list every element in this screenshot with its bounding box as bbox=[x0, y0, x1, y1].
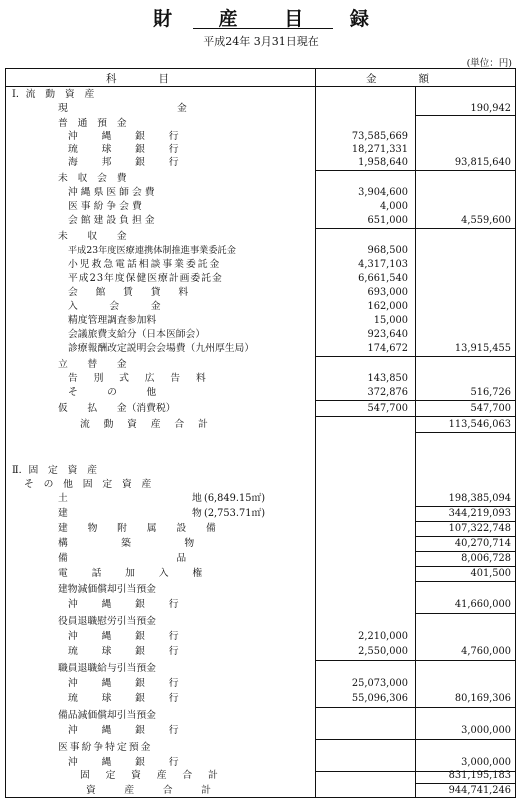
row-label: そ の 他 固 定 資 産 bbox=[24, 479, 152, 490]
table-row bbox=[6, 645, 515, 658]
row-total: 198,385,094 bbox=[448, 493, 511, 504]
row-amount: 4,000 bbox=[379, 201, 408, 212]
table-row bbox=[6, 372, 515, 385]
rule bbox=[315, 660, 515, 661]
row-label: 会館建設負担金 bbox=[68, 215, 158, 226]
row-label: 会 館 賃 貸 料 bbox=[68, 287, 193, 298]
table-row bbox=[6, 507, 515, 520]
row-amount: 4,317,103 bbox=[358, 259, 408, 270]
row-label: 普 通 預 金 bbox=[58, 118, 127, 129]
row-label: 沖 縄 銀 行 bbox=[68, 678, 186, 689]
row-label: 土 bbox=[58, 493, 68, 504]
header-amount: 金 額 bbox=[366, 73, 429, 85]
row-label: 平成23年度保健医療計画委託金 bbox=[68, 273, 223, 284]
table-row bbox=[6, 386, 515, 399]
row-label: 入 会 金 bbox=[68, 301, 165, 312]
row-total: 3,000,000 bbox=[461, 725, 511, 736]
area-note: (6,849.15㎡) bbox=[204, 493, 266, 504]
table-row bbox=[6, 492, 515, 505]
row-label: 琉 球 銀 行 bbox=[68, 646, 186, 657]
table-row bbox=[6, 724, 515, 737]
table-row bbox=[6, 756, 515, 769]
table-row bbox=[6, 230, 515, 243]
report-date: 平成24年 3月31日現在 bbox=[203, 35, 319, 48]
table-row bbox=[6, 143, 515, 156]
table-row bbox=[6, 117, 515, 130]
table-row bbox=[6, 583, 515, 596]
row-amount: 2,550,000 bbox=[358, 646, 408, 657]
subtotal-amount: 113,546,063 bbox=[448, 419, 511, 430]
header-item: 科 目 bbox=[106, 73, 169, 85]
asset-inventory-table bbox=[5, 68, 516, 798]
grand-total-label: 資 産 合 計 bbox=[86, 785, 214, 796]
table-row bbox=[6, 537, 515, 550]
rule bbox=[315, 739, 515, 740]
table-row bbox=[6, 709, 515, 722]
row-amount: 693,000 bbox=[367, 287, 408, 298]
row-label: そ の 他 bbox=[68, 387, 157, 398]
table-row bbox=[6, 200, 515, 213]
row-amount: 143,850 bbox=[367, 373, 408, 384]
row-label: 琉 球 銀 行 bbox=[68, 144, 186, 155]
row-label: 職員退職給与引当預金 bbox=[58, 663, 156, 674]
table-row bbox=[6, 769, 515, 782]
table-row bbox=[6, 478, 515, 491]
row-label: 建物減価償却引当預金 bbox=[58, 584, 156, 595]
table-row bbox=[6, 692, 515, 705]
row-label: 立 替 金 bbox=[58, 359, 127, 370]
row-label: 平成23年度医療連携体制推進事業委託金 bbox=[68, 245, 236, 256]
table-row bbox=[6, 662, 515, 675]
area-note: (2,753.71㎡) bbox=[204, 508, 266, 519]
row-label: 建 物 附 属 設 備 bbox=[58, 523, 221, 534]
row-total: 344,219,093 bbox=[448, 508, 511, 519]
table-row bbox=[6, 102, 515, 115]
table-row bbox=[6, 741, 515, 754]
row-amount: 162,000 bbox=[367, 301, 408, 312]
row-total: 13,915,455 bbox=[454, 343, 511, 354]
rule bbox=[315, 356, 515, 357]
table-row bbox=[6, 358, 515, 371]
table-row bbox=[6, 286, 515, 299]
row-total: 40,270,714 bbox=[454, 538, 511, 549]
table-row bbox=[6, 402, 515, 415]
row-label: 海 邦 銀 行 bbox=[68, 157, 186, 168]
row-label: 構 築 物 bbox=[58, 538, 201, 549]
table-row bbox=[6, 598, 515, 611]
row-amount: 372,876 bbox=[367, 387, 408, 398]
table-row bbox=[6, 300, 515, 313]
row-label: 診療報酬改定説明会会場費（九州厚生局） bbox=[68, 343, 255, 354]
row-label-suffix: 地 bbox=[192, 493, 202, 504]
table-row bbox=[6, 464, 515, 477]
row-total: 107,322,748 bbox=[448, 523, 511, 534]
row-total: 41,660,000 bbox=[454, 599, 511, 610]
row-total: 4,559,600 bbox=[461, 215, 511, 226]
row-label: 備品減価償却引当預金 bbox=[58, 710, 156, 721]
table-header bbox=[6, 69, 515, 87]
row-total: 516,726 bbox=[470, 387, 511, 398]
table-row bbox=[6, 630, 515, 643]
page-title: 財 産 目 録 bbox=[153, 8, 389, 30]
table-row bbox=[6, 552, 515, 565]
table-row bbox=[6, 314, 515, 327]
grand-total-amount: 944,741,246 bbox=[448, 785, 511, 796]
row-label: 役員退職慰労引当預金 bbox=[58, 616, 156, 627]
rule bbox=[315, 707, 515, 708]
subtotal-amount: 831,195,183 bbox=[448, 770, 511, 781]
table-row bbox=[6, 784, 515, 797]
row-label: 沖 縄 銀 行 bbox=[68, 599, 186, 610]
row-label: 医事紛争会費 bbox=[68, 201, 145, 212]
row-total: 8,006,728 bbox=[461, 553, 511, 564]
row-label: 沖 縄 銀 行 bbox=[68, 131, 186, 142]
row-label-suffix: 物 bbox=[192, 508, 202, 519]
table-row bbox=[6, 615, 515, 628]
section-heading: Ⅰ．流 動 資 産 bbox=[12, 89, 95, 100]
row-total: 190,942 bbox=[470, 103, 511, 114]
table-row bbox=[6, 522, 515, 535]
table-row bbox=[6, 214, 515, 227]
subtotal-label: 流 動 資 産 合 計 bbox=[80, 419, 210, 430]
row-label: 会議旅費支給分（日本医師会） bbox=[68, 329, 206, 340]
title-underline bbox=[193, 28, 333, 29]
row-label: 現 金 bbox=[58, 103, 201, 114]
row-label: 精度管理調査参加料 bbox=[68, 315, 157, 326]
section-heading: Ⅱ．固 定 資 産 bbox=[12, 465, 98, 476]
table-row bbox=[6, 272, 515, 285]
unit-label: (単位：円) bbox=[466, 58, 512, 69]
row-label: 沖 縄 銀 行 bbox=[68, 631, 186, 642]
table-row bbox=[6, 328, 515, 341]
row-total: 80,169,306 bbox=[454, 693, 511, 704]
row-total: 3,000,000 bbox=[461, 757, 511, 768]
row-label: 告 別 式 広 告 料 bbox=[68, 373, 209, 384]
rule bbox=[315, 416, 515, 417]
row-amount: 2,210,000 bbox=[358, 631, 408, 642]
row-amount: 15,000 bbox=[373, 315, 408, 326]
row-amount: 73,585,669 bbox=[351, 131, 408, 142]
row-label: 沖縄県医師会費 bbox=[68, 187, 158, 198]
row-amount: 25,073,000 bbox=[351, 678, 408, 689]
row-label: 医事紛争特定預金 bbox=[58, 742, 153, 753]
row-label: 沖 縄 銀 行 bbox=[68, 757, 186, 768]
rule bbox=[415, 613, 515, 614]
row-amount: 3,904,600 bbox=[358, 187, 408, 198]
subtotal-label: 固 定 資 産 合 計 bbox=[80, 770, 221, 781]
row-amount: 174,672 bbox=[367, 343, 408, 354]
table-row bbox=[6, 567, 515, 580]
table-row bbox=[6, 342, 515, 355]
row-total: 547,700 bbox=[470, 403, 511, 414]
table-row bbox=[6, 244, 515, 257]
table-row bbox=[6, 172, 515, 185]
row-label: 沖 縄 銀 行 bbox=[68, 725, 186, 736]
rule bbox=[415, 115, 515, 116]
rule bbox=[315, 400, 515, 401]
row-label: 未 収 会 費 bbox=[58, 173, 127, 184]
row-amount: 547,700 bbox=[367, 403, 408, 414]
table-row bbox=[6, 258, 515, 271]
row-label: 建 bbox=[58, 508, 68, 519]
table-row bbox=[6, 186, 515, 199]
row-amount: 18,271,331 bbox=[351, 144, 408, 155]
row-label: 仮 払 金（消費税） bbox=[58, 403, 176, 414]
row-label: 電 話 加 入 権 bbox=[58, 568, 210, 579]
row-label: 備 品 bbox=[58, 553, 192, 564]
row-total: 93,815,640 bbox=[454, 157, 511, 168]
row-amount: 923,640 bbox=[367, 329, 408, 340]
row-total: 401,500 bbox=[470, 568, 511, 579]
table-row bbox=[6, 418, 515, 431]
table-row bbox=[6, 88, 515, 101]
table-row bbox=[6, 677, 515, 690]
table-row bbox=[6, 130, 515, 143]
row-label: 琉 球 銀 行 bbox=[68, 693, 186, 704]
row-label: 未 収 金 bbox=[58, 231, 127, 242]
rule bbox=[415, 432, 515, 433]
row-amount: 651,000 bbox=[367, 215, 408, 226]
row-label: 小児救急電話相談事業委託金 bbox=[68, 259, 222, 270]
row-amount: 1,958,640 bbox=[358, 157, 408, 168]
rule bbox=[315, 228, 515, 229]
row-amount: 6,661,540 bbox=[358, 273, 408, 284]
row-amount: 55,096,306 bbox=[351, 693, 408, 704]
rule bbox=[315, 170, 515, 171]
row-total: 4,760,000 bbox=[461, 646, 511, 657]
table-row bbox=[6, 156, 515, 169]
rule bbox=[415, 581, 515, 582]
row-amount: 968,500 bbox=[367, 245, 408, 256]
